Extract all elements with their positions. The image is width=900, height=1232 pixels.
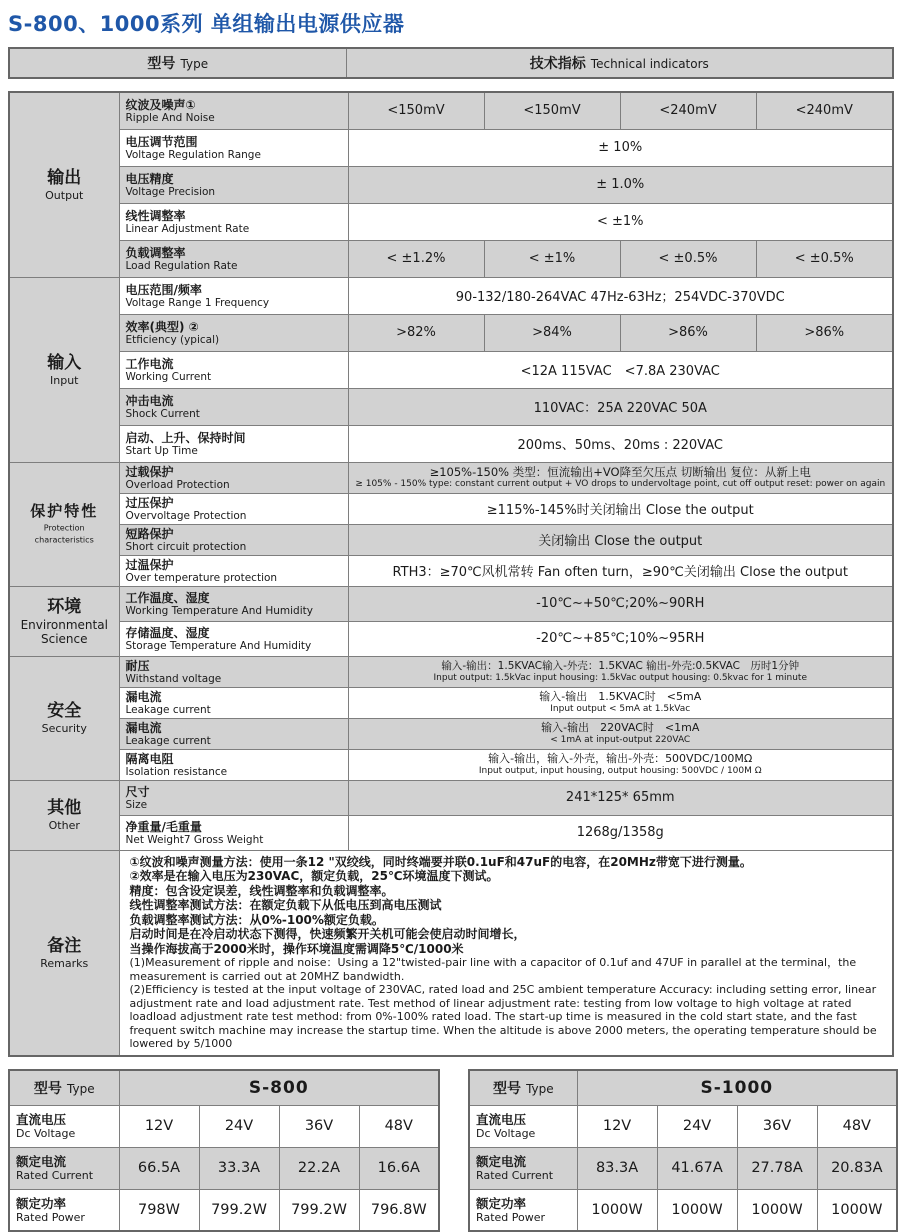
s800-current-4: 16.6A xyxy=(359,1147,439,1189)
leak1-value-en: Input output < 5mA at 1.5kVac xyxy=(351,704,891,715)
category-input-en: Input xyxy=(11,374,118,387)
s1000-current-4: 20.83A xyxy=(817,1147,897,1189)
s800-current-1: 66.5A xyxy=(119,1147,199,1189)
row-label-ripple xyxy=(119,92,348,129)
row-label-en: Isolation resistance xyxy=(126,766,342,778)
loadreg-value-1: < ±1.2% xyxy=(348,240,484,277)
row-label-eff xyxy=(119,314,348,351)
work-value: <12A 115VAC <7.8A 230VAC xyxy=(348,351,893,388)
category-other-cn: 其他 xyxy=(11,798,118,819)
overvolt-value: ≥115%-145%时关闭输出 Close the output xyxy=(348,493,893,524)
loadreg-value-2: < ±1% xyxy=(484,240,620,277)
vfreq-value: 90-132/180-264VAC 47Hz-63Hz；254VDC-370VDC xyxy=(348,277,893,314)
row-label-vprec xyxy=(119,166,348,203)
s1000-power-3: 1000W xyxy=(737,1189,817,1231)
leak2-value-en: < 1mA at input-output 220VAC xyxy=(351,735,891,746)
row-label-cn: 电压调节范围 xyxy=(126,135,342,149)
s800-voltage-4: 48V xyxy=(359,1105,439,1147)
s800-power-label xyxy=(9,1189,119,1231)
category-output-cn: 输出 xyxy=(11,168,118,189)
row-label-weight xyxy=(119,815,348,850)
row-label-en: Ripple And Noise xyxy=(126,112,342,124)
s800-current-label xyxy=(9,1147,119,1189)
model-row-cn: 直流电压 xyxy=(16,1112,113,1127)
s800-current-3: 22.2A xyxy=(279,1147,359,1189)
loadreg-value-3: < ±0.5% xyxy=(620,240,756,277)
header-type-cn: 型号 xyxy=(147,56,175,72)
row-label-en: Voltage Regulation Range xyxy=(126,149,342,161)
row-label-cn: 耐压 xyxy=(126,659,342,673)
startup-value: 200ms、50ms、20ms : 220VAC xyxy=(348,425,893,462)
model-row-en: Dc Voltage xyxy=(476,1127,571,1140)
row-label-startup xyxy=(119,425,348,462)
row-label-en: Overload Protection xyxy=(126,479,342,491)
s800-voltage-label xyxy=(9,1105,119,1147)
s800-power-2: 799.2W xyxy=(199,1189,279,1231)
s1000-voltage-3: 36V xyxy=(737,1105,817,1147)
remark-line-en: (1)Measurement of ripple and noise：Using a 12"twisted-pair line with a capacitor of 0.1uf and 47UF in parallel at the terminal，the measurement is carried out at 20MHZ bandwidth. xyxy=(130,956,883,983)
row-label-en: Etficiency (ypical) xyxy=(126,334,342,346)
category-environment-en: Environmental Science xyxy=(11,618,118,646)
s800-power-3: 799.2W xyxy=(279,1189,359,1231)
row-label-cn: 电压精度 xyxy=(126,172,342,186)
ripple-value-4: <240mV xyxy=(756,92,893,129)
category-output xyxy=(9,92,119,277)
row-label-work xyxy=(119,351,348,388)
s1000-current-3: 27.78A xyxy=(737,1147,817,1189)
s1000-voltage-label xyxy=(469,1105,577,1147)
row-label-cn: 负载调整率 xyxy=(126,246,342,260)
remarks-cell xyxy=(119,850,893,1056)
category-protection-cn: 保护特性 xyxy=(11,501,118,522)
row-label-leak2 xyxy=(119,718,348,749)
header-type-en: Type xyxy=(181,57,209,71)
ripple-value-2: <150mV xyxy=(484,92,620,129)
eff-value-2: >84% xyxy=(484,314,620,351)
category-output-en: Output xyxy=(11,189,118,202)
linear-value: < ±1% xyxy=(348,203,893,240)
loadreg-value-4: < ±0.5% xyxy=(756,240,893,277)
row-label-worktemp xyxy=(119,586,348,621)
remark-line: ②效率是在输入电压为230VAC，额定负载，25℃环境温度下测试。 xyxy=(130,869,883,884)
isolation-value-cn: 输入-输出，输入-外壳，输出-外壳：500VDC/100MΩ xyxy=(351,752,891,766)
row-label-cn: 启动、上升、保持时间 xyxy=(126,431,342,445)
category-protection xyxy=(9,462,119,586)
s800-voltage-2: 24V xyxy=(199,1105,279,1147)
page-title: S-800、1000系列 单组输出电源供应器 xyxy=(8,8,892,38)
row-label-overload xyxy=(119,462,348,493)
s800-current-2: 33.3A xyxy=(199,1147,279,1189)
model-row-cn: 额定功率 xyxy=(476,1196,571,1211)
remark-line: 当操作海拔高于2000米时，操作环境温度需调降5℃/1000米 xyxy=(130,942,883,957)
category-other-en: Other xyxy=(11,819,118,832)
s800-voltage-3: 36V xyxy=(279,1105,359,1147)
remark-line: ①纹波和噪声测量方法：使用一条12 "双绞线，同时终端要并联0.1uF和47uF的电容，在20MHz带宽下进行测量。 xyxy=(130,855,883,870)
model-row-en: Dc Voltage xyxy=(16,1127,113,1140)
row-label-vfreq xyxy=(119,277,348,314)
header-tech-cn: 技术指标 xyxy=(530,56,586,72)
s1000-type-en: Type xyxy=(526,1082,554,1096)
s1000-voltage-1: 12V xyxy=(577,1105,657,1147)
row-label-cn: 过载保护 xyxy=(126,465,342,479)
s1000-power-4: 1000W xyxy=(817,1189,897,1231)
category-remarks-en: Remarks xyxy=(11,957,118,970)
category-security-en: Security xyxy=(11,722,118,735)
worktemp-value: -10℃~+50℃;20%~90RH xyxy=(348,586,893,621)
s1000-power-2: 1000W xyxy=(657,1189,737,1231)
row-label-leak1 xyxy=(119,687,348,718)
row-label-en: Over temperature protection xyxy=(126,572,342,584)
eff-value-3: >86% xyxy=(620,314,756,351)
storetemp-value: -20℃~+85℃;10%~95RH xyxy=(348,621,893,656)
row-label-cn: 过温保护 xyxy=(126,558,342,572)
model-row-en: Rated Current xyxy=(476,1169,571,1182)
overload-value xyxy=(348,462,893,493)
row-label-cn: 效率(典型) ② xyxy=(126,320,342,334)
s1000-model-name: S-1000 xyxy=(577,1070,897,1106)
header-tech-cell xyxy=(346,48,893,78)
row-label-loadreg xyxy=(119,240,348,277)
row-label-en: Working Current xyxy=(126,371,342,383)
remark-line: 负载调整率测试方法：从0%-100%额定负载。 xyxy=(130,913,883,928)
row-label-en: Start Up Time xyxy=(126,445,342,457)
row-label-isolation xyxy=(119,749,348,780)
remark-line: 线性调整率测试方法：在额定负载下从低电压到高电压测试 xyxy=(130,898,883,913)
s1000-type-cell xyxy=(469,1070,577,1106)
row-label-cn: 隔离电阻 xyxy=(126,752,342,766)
category-other xyxy=(9,780,119,850)
row-label-cn: 漏电流 xyxy=(126,690,342,704)
row-label-en: Working Temperature And Humidity xyxy=(126,605,342,617)
s1000-current-label xyxy=(469,1147,577,1189)
model-row-en: Rated Power xyxy=(16,1211,113,1224)
s1000-voltage-2: 24V xyxy=(657,1105,737,1147)
row-label-cn: 冲击电流 xyxy=(126,394,342,408)
row-label-en: Size xyxy=(126,799,342,811)
s1000-current-1: 83.3A xyxy=(577,1147,657,1189)
remark-line: 启动时间是在冷启动状态下测得，快速频繁开关机可能会使启动时间增长， xyxy=(130,927,883,942)
short-value: 关闭输出 Close the output xyxy=(348,524,893,555)
row-label-en: Voltage Range 1 Frequency xyxy=(126,297,342,309)
row-label-cn: 纹波及噪声① xyxy=(126,98,342,112)
row-label-en: Leakage current xyxy=(126,704,342,716)
row-label-en: Short circuit protection xyxy=(126,541,342,553)
category-input-cn: 输入 xyxy=(11,353,118,374)
eff-value-1: >82% xyxy=(348,314,484,351)
row-label-en: Load Regulation Rate xyxy=(126,260,342,272)
s1000-type-cn: 型号 xyxy=(493,1081,521,1097)
row-label-en: Shock Current xyxy=(126,408,342,420)
row-label-cn: 工作电流 xyxy=(126,357,342,371)
header-tech-en: Technical indicators xyxy=(591,57,709,71)
overload-value-en: ≥ 105% - 150% type: constant current output + VO drops to undervoltage point, cut off output reset: power on again xyxy=(351,479,891,490)
row-label-cn: 线性调整率 xyxy=(126,209,342,223)
row-label-cn: 净重量/毛重量 xyxy=(126,820,342,834)
header-type-cell xyxy=(9,48,346,78)
model-row-cn: 额定电流 xyxy=(16,1154,113,1169)
row-label-linear xyxy=(119,203,348,240)
s1000-power-1: 1000W xyxy=(577,1189,657,1231)
row-label-en: Leakage current xyxy=(126,735,342,747)
isolation-value xyxy=(348,749,893,780)
datasheet xyxy=(8,8,892,1232)
row-label-vrange xyxy=(119,129,348,166)
category-security xyxy=(9,656,119,780)
category-environment xyxy=(9,586,119,656)
isolation-value-en: Input output, input housing, output housing: 500VDC / 100M Ω xyxy=(351,766,891,777)
header-strip xyxy=(8,47,894,79)
vprec-value: ± 1.0% xyxy=(348,166,893,203)
s800-type-cell xyxy=(9,1070,119,1106)
shock-value: 110VAC：25A 220VAC 50A xyxy=(348,388,893,425)
leak2-value-cn: 输入-输出 220VAC时 <1mA xyxy=(351,721,891,735)
model-row-cn: 额定电流 xyxy=(476,1154,571,1169)
row-label-en: Storage Temperature And Humidity xyxy=(126,640,342,652)
row-label-en: Withstand voltage xyxy=(126,673,342,685)
row-label-overvolt xyxy=(119,493,348,524)
overtemp-value: RTH3：≥70℃风机常转 Fan often turn，≥90℃关闭输出 Close the output xyxy=(348,555,893,586)
row-label-cn: 漏电流 xyxy=(126,721,342,735)
row-label-shock xyxy=(119,388,348,425)
row-label-overtemp xyxy=(119,555,348,586)
s800-type-en: Type xyxy=(67,1082,95,1096)
row-label-withstand xyxy=(119,656,348,687)
weight-value: 1268g/1358g xyxy=(348,815,893,850)
category-security-cn: 安全 xyxy=(11,701,118,722)
ripple-value-3: <240mV xyxy=(620,92,756,129)
overload-value-cn: ≥105%-150% 类型：恒流输出+VO降至欠压点 切断输出 复位：从新上电 xyxy=(351,465,891,479)
row-label-size xyxy=(119,780,348,815)
model-table-s800 xyxy=(8,1069,440,1232)
row-label-cn: 尺寸 xyxy=(126,785,342,799)
category-input xyxy=(9,277,119,462)
s800-voltage-1: 12V xyxy=(119,1105,199,1147)
model-tables xyxy=(8,1069,892,1232)
withstand-value-en: Input output: 1.5kVac input housing: 1.5kVac output housing: 0.5kvac for 1 minute xyxy=(351,673,891,684)
row-label-cn: 电压范围/频率 xyxy=(126,283,342,297)
model-row-en: Rated Current xyxy=(16,1169,113,1182)
s1000-voltage-4: 48V xyxy=(817,1105,897,1147)
category-protection-en: Protection characteristics xyxy=(14,522,115,547)
row-label-cn: 过压保护 xyxy=(126,496,342,510)
withstand-value-cn: 输入-输出：1.5KVAC输入-外壳：1.5KVAC 输出-外壳:0.5KVAC 历时1分钟 xyxy=(351,659,891,673)
model-row-en: Rated Power xyxy=(476,1211,571,1224)
row-label-cn: 存储温度、湿度 xyxy=(126,626,342,640)
leak1-value xyxy=(348,687,893,718)
leak1-value-cn: 输入-输出 1.5KVAC时 <5mA xyxy=(351,690,891,704)
s800-power-4: 796.8W xyxy=(359,1189,439,1231)
s1000-power-label xyxy=(469,1189,577,1231)
vrange-value: ± 10% xyxy=(348,129,893,166)
row-label-en: Linear Adjustment Rate xyxy=(126,223,342,235)
ripple-value-1: <150mV xyxy=(348,92,484,129)
model-row-cn: 直流电压 xyxy=(476,1112,571,1127)
category-remarks xyxy=(9,850,119,1056)
row-label-en: Overvoltage Protection xyxy=(126,510,342,522)
row-label-cn: 短路保护 xyxy=(126,527,342,541)
model-table-s1000 xyxy=(468,1069,898,1232)
category-remarks-cn: 备注 xyxy=(11,936,118,957)
s800-model-name: S-800 xyxy=(119,1070,439,1106)
s1000-current-2: 41.67A xyxy=(657,1147,737,1189)
row-label-cn: 工作温度、湿度 xyxy=(126,591,342,605)
size-value: 241*125* 65mm xyxy=(348,780,893,815)
s800-power-1: 798W xyxy=(119,1189,199,1231)
row-label-short xyxy=(119,524,348,555)
withstand-value xyxy=(348,656,893,687)
remark-line-en: (2)Efficiency is tested at the input voltage of 230VAC, rated load and 25C ambient temperature Accuracy: including setting error, linear adjustment rate and load adjustment rate. Test method of linear adjustment rate: testing from low voltage to high voltage at rated loadload adjustment rate test method: from 0%-100% rated load. The start-up time is measured in the cold start state, and the fast frequent switch machine may increase the startup time. When the altitude is above 2000 meters, the operating temperature should be lowered by 5/1000 xyxy=(130,983,883,1051)
s800-type-cn: 型号 xyxy=(34,1081,62,1097)
remark-line: 精度：包含设定误差，线性调整率和负载调整率。 xyxy=(130,884,883,899)
category-environment-cn: 环境 xyxy=(11,597,118,618)
model-row-cn: 额定功率 xyxy=(16,1196,113,1211)
spec-table xyxy=(8,91,894,1057)
row-label-en: Voltage Precision xyxy=(126,186,342,198)
leak2-value xyxy=(348,718,893,749)
row-label-storetemp xyxy=(119,621,348,656)
row-label-en: Net Weight7 Gross Weight xyxy=(126,834,342,846)
eff-value-4: >86% xyxy=(756,314,893,351)
